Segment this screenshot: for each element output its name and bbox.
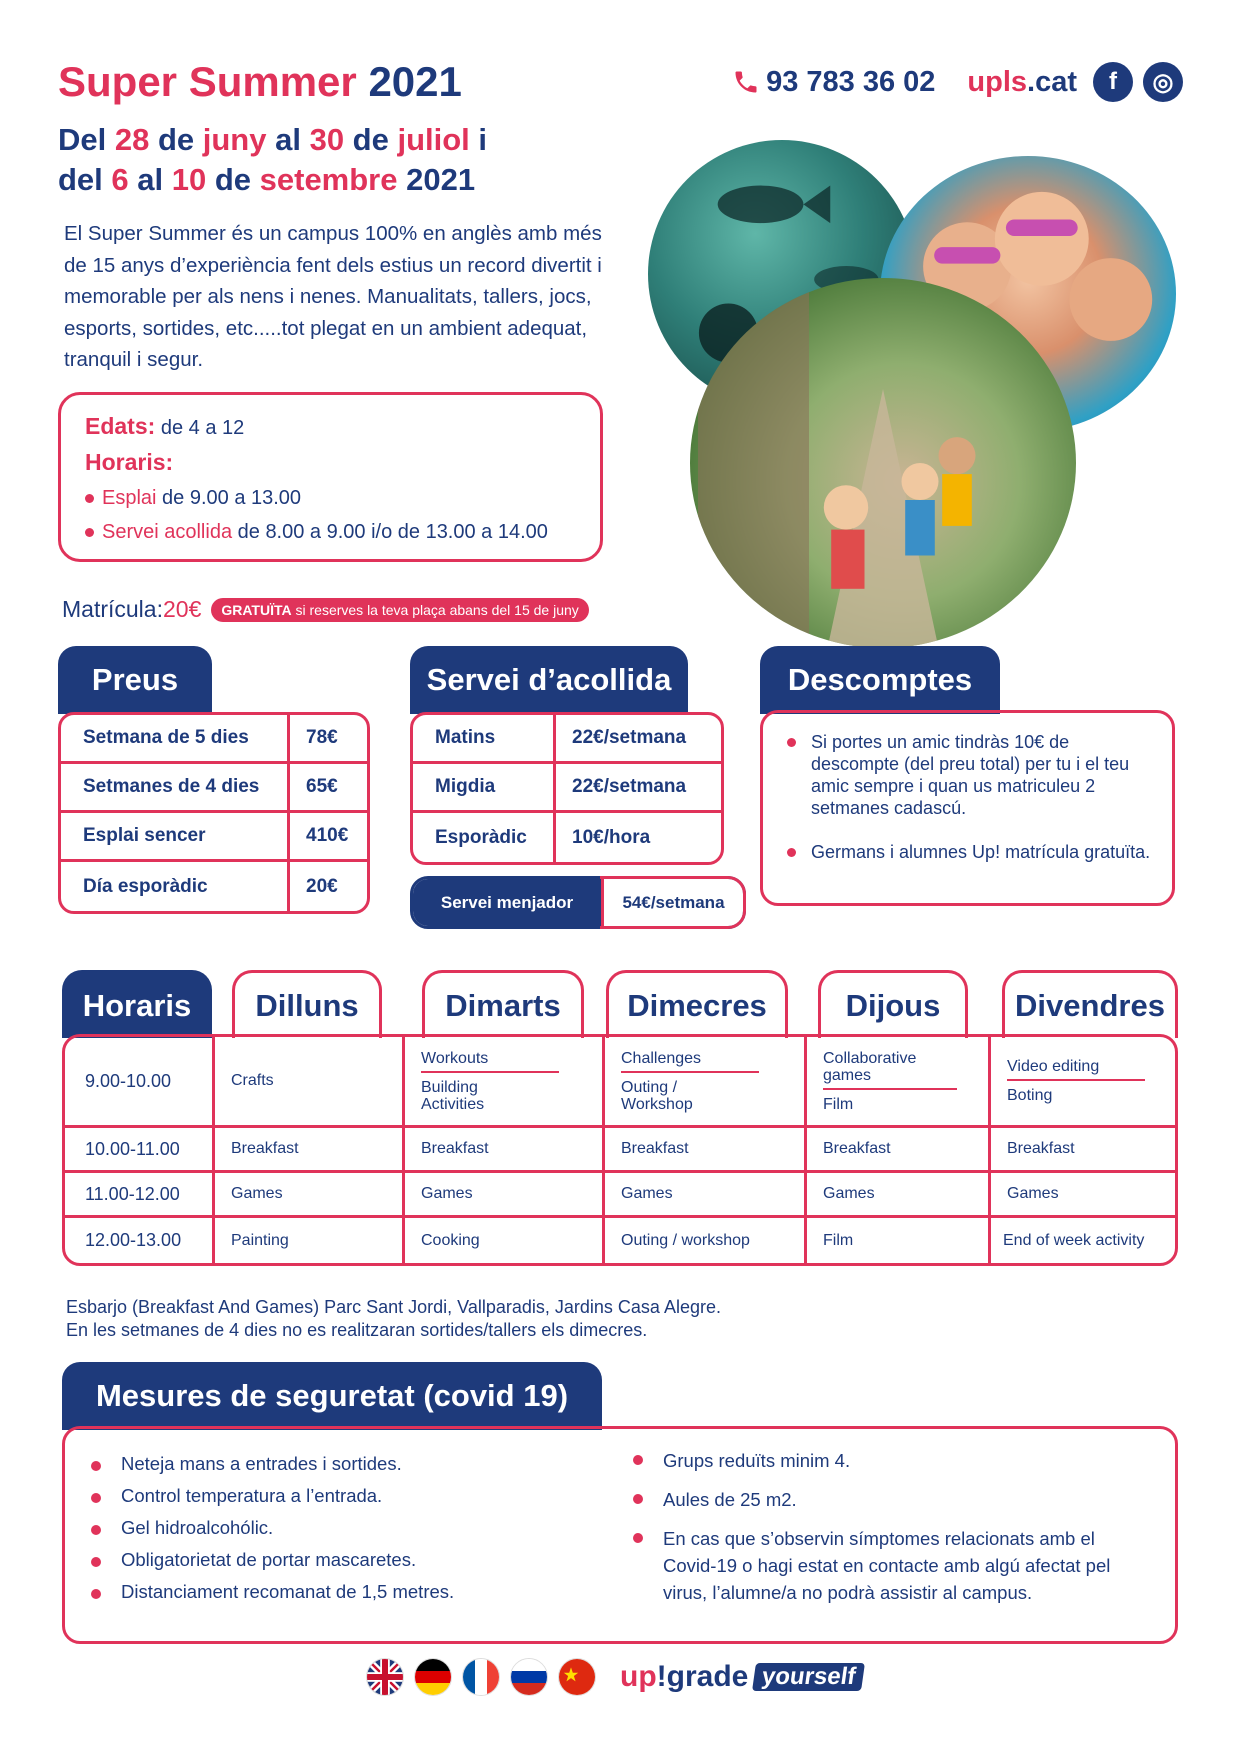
- covid-item: Aules de 25 m2.: [633, 1486, 1133, 1513]
- activity-text: Workouts: [421, 1050, 559, 1073]
- table-row: [61, 862, 367, 911]
- activity-cell: Cooking: [405, 1218, 605, 1263]
- table-row: [413, 715, 721, 764]
- activity-text: Building Activities: [421, 1078, 485, 1113]
- table-row: [65, 1037, 1175, 1128]
- free-enrollment-badge: [211, 598, 588, 622]
- table-row: [61, 813, 367, 862]
- activity-cell: Breakfast: [215, 1128, 405, 1170]
- prices-tab: Preus: [58, 646, 212, 714]
- covid-item: Neteja mans a entrades i sortides.: [91, 1453, 561, 1475]
- covid-tab: Mesures de seguretat (covid 19): [62, 1362, 602, 1430]
- bullet-icon: [85, 528, 94, 537]
- covid-box: [62, 1426, 1178, 1644]
- discount-item: Germans i alumnes Up! matrícula gratuïta.: [787, 841, 1152, 863]
- dates-text: del: [58, 162, 112, 197]
- logo-exclaim: !: [656, 1660, 667, 1693]
- ages-value: de 4 a 12: [155, 417, 245, 439]
- price-value: 20€: [306, 875, 338, 897]
- website-name: upls: [967, 65, 1028, 98]
- price-value: 410€: [306, 825, 349, 846]
- activity-cell: End of week activity: [1003, 1231, 1145, 1249]
- activity-cell: [405, 1037, 605, 1125]
- service-price: 22€/setmana: [572, 776, 687, 797]
- covid-item: En cas que s’observin símptomes relacionats amb el Covid-19 o hagi estat en contacte amb algú afectat pel virus, l’alumne/a no podrà assistir al campus.: [633, 1525, 1133, 1606]
- phone-icon: [732, 67, 760, 97]
- covid-list-left: [91, 1453, 561, 1603]
- phone-number: 93 783 36 02: [766, 65, 936, 98]
- activity-cell: Games: [1007, 1185, 1059, 1202]
- dates-day: 28: [114, 122, 150, 157]
- germany-flag-icon: [414, 1658, 452, 1696]
- acollida-row: [85, 515, 576, 549]
- service-price: 10€/hora: [572, 826, 651, 848]
- dates-month: juny: [202, 122, 267, 157]
- table-row: [413, 813, 721, 862]
- activity-cell: Breakfast: [807, 1128, 991, 1170]
- time-slot: 12.00-13.00: [65, 1218, 215, 1263]
- table-row: [65, 1128, 1175, 1173]
- enrollment-price: 20€: [162, 596, 202, 622]
- day-header-wednesday: Dimecres: [606, 970, 788, 1038]
- logo-yourself: yourself: [752, 1663, 865, 1691]
- badge-bold: GRATUÏTA: [221, 601, 292, 618]
- day-header-tuesday: Dimarts: [422, 970, 584, 1038]
- activity-text: Film: [823, 1095, 854, 1113]
- facebook-icon[interactable]: f: [1093, 62, 1133, 102]
- dates-month: setembre: [259, 162, 398, 197]
- dates-text: de: [149, 122, 203, 157]
- esplai-row: [85, 481, 576, 515]
- service-item: Esporàdic: [413, 813, 556, 862]
- hours-label: Horaris:: [85, 449, 174, 475]
- time-slot: 9.00-10.00: [65, 1037, 215, 1125]
- contact-bar: [732, 62, 1183, 102]
- intro-paragraph: El Super Summer és un campus 100% en anglès amb més de 15 anys d’experiència fent dels estius un record divertit i memorable per als nens i nenes. Manualitats, tallers, jocs, esports, sortides, etc.....tot plegat en un ambient adequat, tranquil i segur.: [64, 222, 602, 371]
- covid-item: Gel hidroalcohólic.: [91, 1517, 561, 1539]
- activity-text: Crafts: [231, 1072, 274, 1089]
- title-main: Super Summer: [58, 58, 357, 105]
- covid-list-right: [633, 1447, 1133, 1606]
- day-header-thursday: Dijous: [818, 970, 968, 1038]
- day-header-monday: Dilluns: [232, 970, 382, 1038]
- ages-label: Edats:: [85, 413, 156, 439]
- lunch-price-outline: [600, 876, 746, 929]
- dates-text: i: [469, 122, 488, 157]
- schedule-table: [62, 1034, 1178, 1266]
- activity-text: Collaborative games: [823, 1050, 957, 1090]
- acollida-table: [410, 712, 724, 865]
- table-row: [65, 1173, 1175, 1218]
- activity-cell: Games: [215, 1173, 405, 1215]
- esplai-label: Esplai: [102, 487, 157, 509]
- discounts-tab: Descomptes: [760, 646, 1000, 714]
- table-row: [413, 764, 721, 813]
- france-flag-icon: [462, 1658, 500, 1696]
- dates-text: de: [344, 122, 398, 157]
- covid-item: Obligatorietat de portar mascaretes.: [91, 1549, 561, 1571]
- dates-day: 6: [111, 162, 129, 197]
- page-title: [58, 58, 462, 106]
- price-item: Setmana de 5 dies: [61, 715, 290, 761]
- covid-item: Distanciament recomanat de 1,5 metres.: [91, 1581, 561, 1603]
- service-item: Migdia: [413, 764, 556, 810]
- enrollment-row: [62, 596, 589, 623]
- badge-text: si reserves la teva plaça abans del 15 de juny: [291, 601, 579, 618]
- note-line: Esbarjo (Breakfast And Games) Parc Sant Jordi, Vallparadis, Jardins Casa Alegre.: [66, 1297, 721, 1317]
- instagram-icon[interactable]: ◎: [1143, 62, 1183, 102]
- time-slot: 11.00-12.00: [65, 1173, 215, 1215]
- note-line: En les setmanes de 4 dies no es realitzaran sortides/tallers els dimecres.: [66, 1320, 648, 1340]
- schedule-notes: [66, 1296, 721, 1342]
- activity-cell: Painting: [215, 1218, 405, 1263]
- phone-contact[interactable]: [732, 66, 935, 99]
- schedule-tab: Horaris: [62, 970, 212, 1038]
- lunch-service-label: Servei menjador: [413, 879, 601, 926]
- dates-day: 30: [309, 122, 345, 157]
- website-link[interactable]: [967, 66, 1077, 99]
- logo-grade: grade: [666, 1660, 749, 1693]
- dates-text: al: [266, 122, 310, 157]
- dates-line-2: [58, 160, 487, 200]
- time-slot: 10.00-11.00: [65, 1128, 215, 1170]
- activity-cell: Games: [807, 1173, 991, 1215]
- dates-text: Del: [58, 122, 115, 157]
- website-tld: .cat: [1027, 65, 1077, 98]
- activity-cell: Breakfast: [405, 1128, 605, 1170]
- activity-text: Outing / Workshop: [621, 1078, 693, 1113]
- upgrade-logo: [620, 1660, 864, 1694]
- table-row: [65, 1218, 1175, 1263]
- activity-text: Challenges: [621, 1050, 759, 1073]
- hikers-icon: [690, 278, 1076, 648]
- info-box: [58, 392, 603, 562]
- activity-cell: Breakfast: [1007, 1140, 1075, 1157]
- dates-subtitle: [58, 120, 487, 200]
- service-item: Matins: [413, 715, 556, 761]
- dates-text: de: [206, 162, 260, 197]
- acollida-label: Servei acollida: [102, 521, 233, 543]
- price-item: Esplai sencer: [61, 813, 290, 859]
- price-item: Día esporàdic: [61, 862, 290, 911]
- covid-item: Control temperatura a l’entrada.: [91, 1485, 561, 1507]
- ages-row: [85, 409, 576, 445]
- dates-text: al: [128, 162, 172, 197]
- price-value: 65€: [306, 776, 338, 797]
- enrollment-label: Matrícula:: [62, 596, 163, 622]
- activity-cell: [991, 1037, 1175, 1125]
- discounts-box: [760, 710, 1175, 906]
- day-header-friday: Divendres: [1002, 970, 1178, 1038]
- table-row: [61, 764, 367, 813]
- lunch-service-price: 54€/setmana: [601, 879, 743, 926]
- dates-line-1: [58, 120, 487, 160]
- activity-cell: Breakfast: [605, 1128, 807, 1170]
- bullet-icon: [85, 494, 94, 503]
- discount-item: Si portes un amic tindràs 10€ de descompte (del preu total) per tu i el teu amic sempre i quan us matriculeu 2 setmanes cadascú.: [787, 731, 1152, 819]
- acollida-value: de 8.00 a 9.00 i/o de 13.00 a 14.00: [232, 521, 548, 543]
- activity-cell: Outing / workshop: [605, 1218, 807, 1263]
- service-price: 22€/setmana: [572, 727, 687, 748]
- activity-text: Boting: [1007, 1087, 1053, 1104]
- hours-heading: [85, 445, 576, 481]
- activity-cell: Games: [605, 1173, 807, 1215]
- dates-month: juliol: [397, 122, 470, 157]
- table-row: [61, 715, 367, 764]
- activity-text: Video editing: [1007, 1058, 1145, 1081]
- footer: [366, 1658, 864, 1696]
- dates-text: 2021: [397, 162, 476, 197]
- hiking-kids-photo: [690, 278, 1076, 648]
- price-item: Setmanes de 4 dies: [61, 764, 290, 810]
- logo-up: up: [620, 1660, 657, 1693]
- china-flag-icon: [558, 1658, 596, 1696]
- covid-item: Grups reduïts minim 4.: [633, 1447, 1133, 1474]
- activity-cell: [215, 1037, 405, 1125]
- uk-flag-icon: [366, 1658, 404, 1696]
- prices-table: [58, 712, 370, 914]
- dates-day: 10: [171, 162, 207, 197]
- russia-flag-icon: [510, 1658, 548, 1696]
- price-value: 78€: [306, 727, 338, 748]
- title-year: 2021: [368, 58, 462, 105]
- esplai-value: de 9.00 a 13.00: [156, 487, 302, 509]
- activity-cell: Film: [807, 1218, 991, 1263]
- activity-cell: Games: [405, 1173, 605, 1215]
- activity-cell: [605, 1037, 807, 1125]
- activity-cell: [807, 1037, 991, 1125]
- acollida-tab: Servei d’acollida: [410, 646, 688, 714]
